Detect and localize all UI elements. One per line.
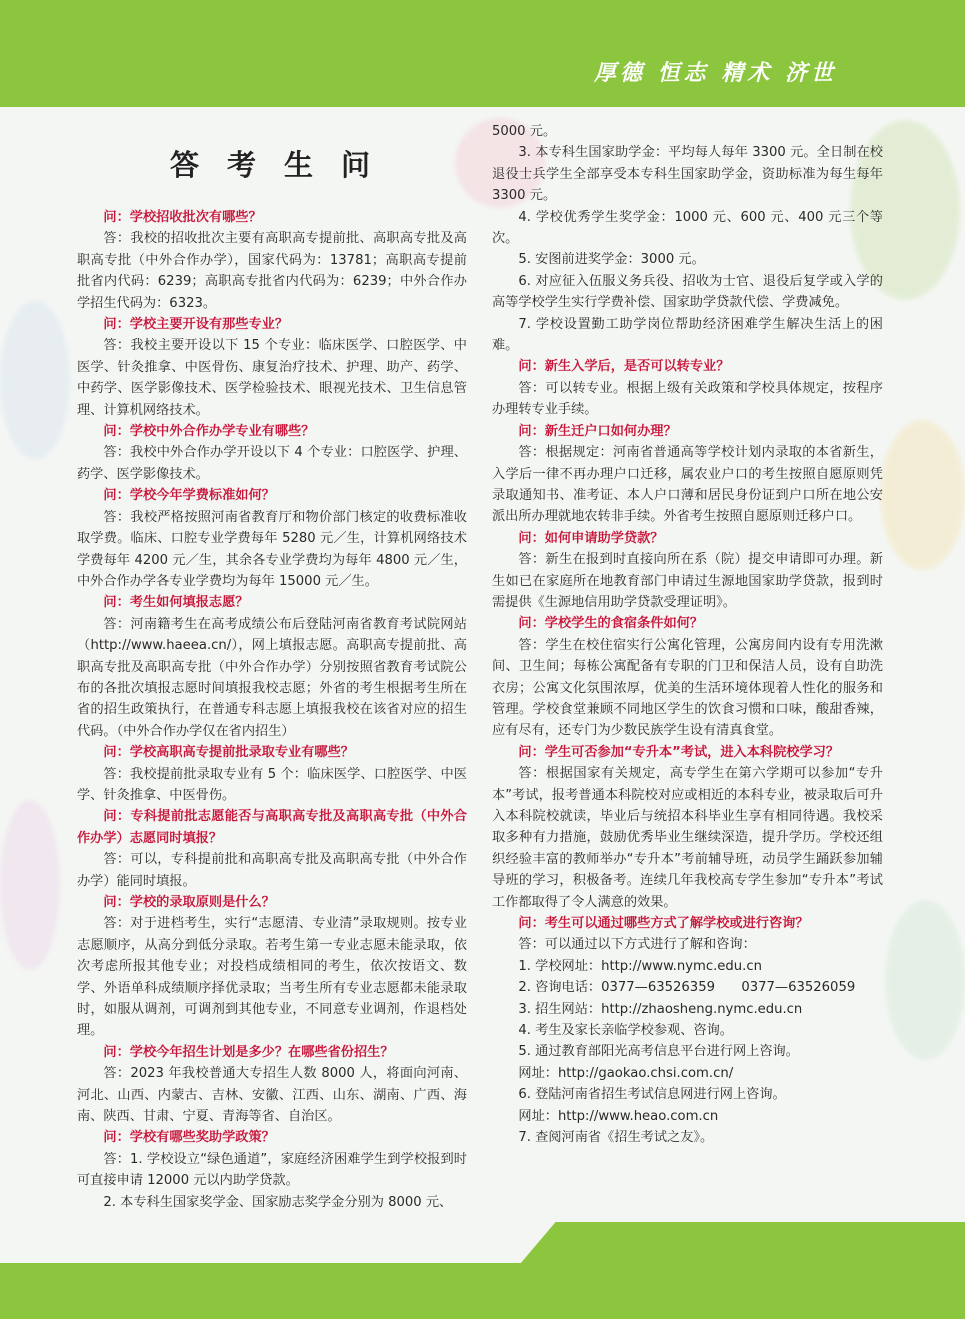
- answer-paragraph: 答：新生在报到时直接向所在系（院）提交申请即可办理。新生如已在家庭所在地教育部门申请过生源地国家助学贷款，报到时需提供《生源地信用助学贷款受理证明》。: [492, 552, 883, 610]
- right-column: [492, 121, 883, 1149]
- answer-paragraph: 答：1. 学校设立“绿色通道”，家庭经济困难学生到学校报到时可直接申请 12000 元以内助学贷款。: [77, 1151, 467, 1189]
- answer-paragraph: 1. 学校网址：http://www.nymc.edu.cn: [518, 958, 762, 974]
- question-heading: 问：学校主要开设有那些专业？: [103, 317, 289, 333]
- question-heading: 问：新生迁户口如何办理？: [518, 423, 677, 439]
- school-motto: 厚德 恒志 精术 济世: [594, 60, 837, 86]
- question-heading: 问：学生可否参加“专升本”考试，进入本科院校学习？: [518, 744, 840, 760]
- answer-paragraph: 答：河南籍考生在高考成绩公布后登陆河南省教育考试院网站（http://www.haeea.cn/），网上填报志愿。高职高专提前批、高职高专批及高职高专批（中外合作办学）分别按照省教育考试院公布的各批次填报志愿时间填报我校志愿；外省的考生根据考生所在省的招生政策执行，在普通专科志愿上填报我校在该省对应的招生代码。（中外合作办学仅在省内招生）: [77, 616, 467, 739]
- question-heading: 问：考生可以通过哪些方式了解学校或进行咨询？: [518, 916, 809, 932]
- question-heading: 问：如何申请助学贷款？: [518, 530, 664, 546]
- answer-paragraph: 答：我校主要开设以下 15 个专业：临床医学、口腔医学、中医学、针灸推拿、中医骨伤、康复治疗技术、护理、助产、药学、中药学、医学影像技术、医学检验技术、眼视光技术、卫生信息管理、计算机网络技术。: [77, 338, 467, 418]
- answer-paragraph: 答：我校提前批录取专业有 5 个：临床医学、口腔医学、中医学、针灸推拿、中医骨伤。: [77, 766, 467, 803]
- answer-paragraph: 答：可以通过以下方式进行了解和咨询：: [518, 937, 756, 953]
- answer-paragraph: 答：我校的招收批次主要有高职高专提前批、高职高专批及高职高专批（中外合作办学），国家代码为：13781；高职高专提前批省内代码：6239；高职高专批省内代码为：6239；中外合作办学招生代码为：6323。: [77, 231, 467, 311]
- answer-paragraph: 5. 通过教育部阳光高考信息平台进行网上咨询。: [518, 1044, 799, 1060]
- question-heading: 问：学校有哪些奖助学政策？: [103, 1130, 275, 1146]
- answer-paragraph: 答：可以转专业。根据上级有关政策和学校具体规定，按程序办理转专业手续。: [492, 380, 883, 418]
- question-heading: 问：考生如何填报志愿？: [103, 595, 249, 611]
- answer-paragraph: 答：我校中外合作办学开设以下 4 个专业：口腔医学、护理、药学、医学影像技术。: [77, 445, 467, 482]
- answer-paragraph: 3. 招生网站：http://zhaosheng.nymc.edu.cn: [518, 1001, 803, 1017]
- answer-paragraph: 3. 本专科生国家助学金：平均每人每年 3300 元。全日制在校退役士兵学生全部享受本专科生国家助学金，资助标准为每生每年 3300 元。: [492, 145, 883, 204]
- left-column: [77, 207, 467, 1213]
- answer-paragraph: 答：根据国家有关规定，高专学生在第六学期可以参加“专升本”考试，报考普通本科院校对应或相近的本科专业，被录取后可升入本科院校就读，毕业后与统招本科毕业生享有相同待遇。我校采取多种有力措施，鼓励优秀毕业生继续深造，提升学历。学校还组织经验丰富的教师举办“专升本”考前辅导班，动员学生踊跃参加辅导班的学习，积极备考。连续几年我校高专学生参加“专升本”考试工作都取得了令人满意的效果。: [492, 766, 883, 910]
- question-heading: 问：学校高职高专提前批录取专业有哪些？: [103, 745, 354, 761]
- answer-paragraph: 4. 学校优秀学生奖学金：1000 元、600 元、400 元三个等次。: [492, 209, 883, 247]
- answer-paragraph: 7. 学校设置勤工助学岗位帮助经济困难学生解决生活上的困难。: [492, 316, 883, 354]
- answer-paragraph: 5. 安图前进奖学金：3000 元。: [518, 252, 705, 268]
- question-heading: 问：学校今年学费标准如何？: [103, 488, 275, 504]
- answer-paragraph: 答：可以，专科提前批和高职高专批及高职高专批（中外合作办学）能同时填报。: [77, 852, 467, 889]
- answer-paragraph: 7. 查阅河南省《招生考试之友》。: [518, 1130, 714, 1146]
- answer-paragraph: 6. 对应征入伍服义务兵役、招收为士官、退役后复学或入学的高等学校学生实行学费补偿、国家助学贷款代偿、学费减免。: [492, 273, 883, 311]
- question-heading: 问：学校今年招生计划是多少？在哪些省份招生？: [103, 1044, 394, 1060]
- answer-paragraph: 2. 本专科生国家奖学金、国家励志奖学金分别为 8000 元、: [103, 1194, 453, 1210]
- answer-paragraph: 答：学生在校住宿实行公寓化管理，公寓房间内设有专用洗漱间、卫生间；每栋公寓配备有专职的门卫和保洁人员，设有自助洗衣房；公寓文化氛围浓厚，优美的生活环境体现着人性化的服务和管理。学校食堂兼顾不同地区学生的饮食习惯和口味，酸甜香辣，应有尽有，还专门为少数民族学生设有清真食堂。: [492, 637, 883, 739]
- page-title: 答考生问: [170, 148, 399, 182]
- answer-paragraph: 答：我校严格按照河南省教育厅和物价部门核定的收费标准收取学费。临床、口腔专业学费每年 5280 元／生，计算机网络技术学费每年 4200 元／生，其余各专业学费均为每年 4800 元／生，中外合作办学各专业学费均为每年 15000 元／生。: [77, 509, 467, 589]
- answer-paragraph: 答：2023 年我校普通大专招生人数 8000 人，将面向河南、河北、山西、内蒙古、吉林、安徽、江西、山东、湖南、广西、海南、陕西、甘肃、宁夏、青海等省、自治区。: [77, 1066, 467, 1125]
- answer-paragraph: 答：根据规定：河南省普通高等学校计划内录取的本省新生，入学后一律不再办理户口迁移，属农业户口的考生按照自愿原则凭录取通知书、准考证、本人户口薄和居民身份证到户口所在地公安派出所办理就地农转非手续。外省考生按照自愿原则迁移户口。: [492, 445, 883, 525]
- answer-paragraph: 答：对于进档考生，实行“志愿清、专业清”录取规则。按专业志愿顺序，从高分到低分录取。若考生第一专业志愿未能录取，依次考虑所报其他专业；对投档成绩相同的考生，依次按语文、数学、外语单科成绩顺序择优录取；当考生所有专业志愿都未能录取时，如服从调剂，可调剂到其他专业，不同意专业调剂，作退档处理。: [77, 916, 467, 1039]
- answer-paragraph: 6. 登陆河南省招生考试信息网进行网上咨询。: [518, 1087, 786, 1103]
- answer-paragraph: 2. 咨询电话：0377—63526359 0377—63526059: [518, 980, 856, 996]
- answer-paragraph: 网址：http://gaokao.chsi.com.cn/: [518, 1065, 734, 1081]
- question-heading: 问：学校的录取原则是什么？: [103, 895, 275, 910]
- answer-paragraph: 5000 元。: [492, 124, 557, 139]
- question-heading: 问：学校中外合作办学专业有哪些？: [103, 424, 315, 440]
- answer-paragraph: 4. 考生及家长亲临学校参观、咨询。: [518, 1023, 733, 1039]
- question-heading: 问：学校招收批次有哪些？: [103, 210, 262, 225]
- answer-paragraph: 网址：http://www.heao.com.cn: [518, 1108, 719, 1124]
- question-heading: 问：专科提前批志愿能否与高职高专批及高职高专批（中外合作办学）志愿同时填报？: [77, 809, 467, 846]
- question-heading: 问：学校学生的食宿条件如何？: [518, 616, 704, 632]
- question-heading: 问：新生入学后，是否可以转专业？: [518, 359, 730, 375]
